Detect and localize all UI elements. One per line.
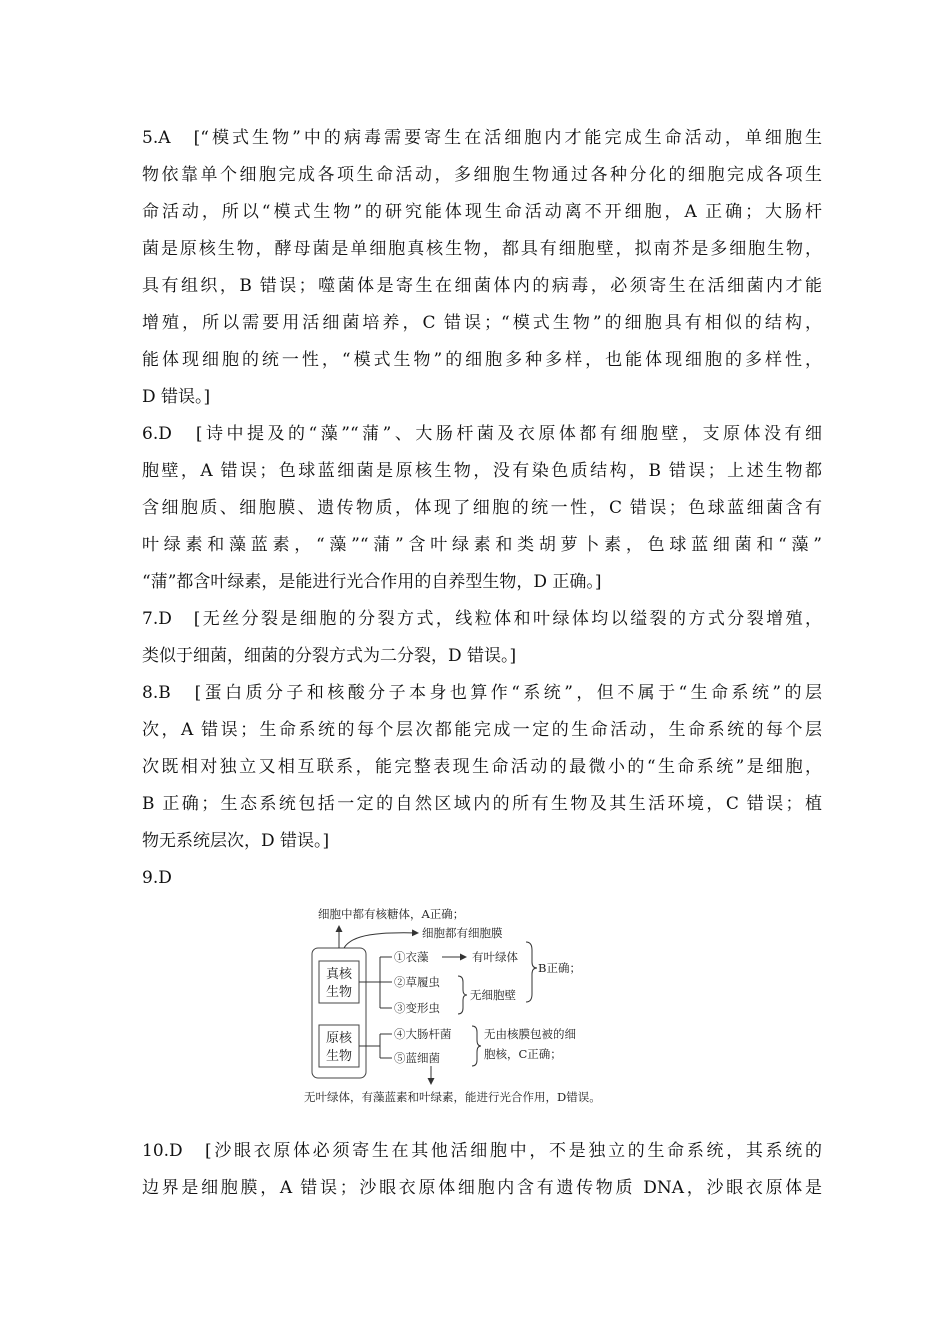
- q5-line-5: 具有组织，B 错误；噬菌体是寄生在细菌体内的病毒，必须寄生在活细菌内才能: [142, 276, 822, 296]
- q5-line-3: 命活动，所以“模式生物”的研究能体现生命活动离不开细胞，A 正确；大肠杆: [142, 202, 822, 222]
- brace-no-wall: [458, 976, 467, 1014]
- q7-line-1: 7.D [无丝分裂是细胞的分裂方式，线粒体和叶绿体均以缢裂的方式分裂增殖，: [142, 609, 822, 629]
- top-note: 细胞中都有核糖体，A正确；: [318, 907, 465, 921]
- q8-line-3: 次既相对独立又相互联系，能完整表现生命活动的最微小的“生命系统”是细胞，: [142, 757, 822, 777]
- q10-line-2: 边界是细胞膜，A 错误；沙眼衣原体细胞内含有遗传物质 DNA，沙眼衣原体是: [142, 1178, 822, 1198]
- item-5: ⑤蓝细菌: [394, 1051, 440, 1065]
- q8-line-4: B 正确；生态系统包括一定的自然区域内的所有生物及其生活环境，C 错误；植: [142, 794, 822, 814]
- nucleus-note-1: 无由核膜包被的细: [484, 1027, 576, 1041]
- q6-line-1: 6.D [诗中提及的“藻”“蒲”、大肠杆菌及衣原体都有细胞壁，支原体没有细: [142, 424, 822, 444]
- q6-line-4: 叶绿素和藻蓝素，“藻”“蒲”含叶绿素和类胡萝卜素，色球蓝细菌和“藻”: [142, 535, 822, 555]
- q6-line-2: 胞壁，A 错误；色球蓝细菌是原核生物，没有染色质结构，B 错误；上述生物都: [142, 461, 822, 481]
- q8-line-5: 物无系统层次，D 错误。]: [142, 831, 330, 851]
- prokaryote-label-1: 原核: [325, 1031, 353, 1046]
- q5-line-4: 菌是原核生物，酵母菌是单细胞真核生物，都具有细胞壁，拟南芥是多细胞生物，: [142, 239, 822, 259]
- q6-line-3: 含细胞质、细胞膜、遗传物质，体现了细胞的统一性，C 错误；色球蓝细菌含有: [142, 498, 822, 518]
- eukaryote-label-2: 生物: [325, 985, 353, 1000]
- q8-line-2: 次，A 错误；生命系统的每个层次都能完成一定的生命活动，生命系统的每个层: [142, 720, 822, 740]
- brace-b: [526, 942, 537, 1002]
- q6-line-5: “蒲”都含叶绿素，是能进行光合作用的自养型生物，D 正确。]: [142, 572, 602, 592]
- item-2: ②草履虫: [394, 975, 440, 989]
- no-wall-note: 无细胞壁: [470, 988, 516, 1002]
- q5-line-1: 5.A [“模式生物”中的病毒需要寄生在活细胞内才能完成生命活动，单细胞生: [142, 128, 822, 148]
- bottom-note: 无叶绿体，有藻蓝素和叶绿素，能进行光合作用，D错误。: [304, 1090, 601, 1104]
- q7-line-2: 类似于细菌，细菌的分裂方式为二分裂，D 错误。]: [142, 646, 517, 666]
- membrane-note: 细胞都有细胞膜: [422, 926, 503, 940]
- q5-line-6: 增殖，所以需要用活细菌培养，C 错误；“模式生物”的细胞具有相似的结构，: [142, 313, 822, 333]
- brace-nucleus: [472, 1026, 481, 1066]
- item-4: ④大肠杆菌: [394, 1027, 452, 1041]
- eukaryote-label-1: 真核: [325, 967, 353, 982]
- chloroplast-note: 有叶绿体: [472, 950, 518, 964]
- nucleus-note-2: 胞核，C正确；: [484, 1047, 562, 1061]
- q10-line-1: 10.D [沙眼衣原体必须寄生在其他活细胞中，不是独立的生命系统，其系统的: [142, 1141, 822, 1161]
- q5-line-8: D 错误。]: [142, 387, 211, 407]
- item-3: ③变形虫: [394, 1001, 440, 1015]
- q5-line-2: 物依靠单个细胞完成各项生命活动，多细胞生物通过各种分化的细胞完成各项生: [142, 165, 822, 185]
- q8-line-1: 8.B [蛋白质分子和核酸分子本身也算作“系统”，但不属于“生命系统”的层: [142, 683, 822, 703]
- q9-line-1: 9.D: [142, 868, 172, 888]
- q5-line-7: 能体现细胞的统一性，“模式生物”的细胞多种多样，也能体现细胞的多样性，: [142, 350, 822, 370]
- b-note: B正确；: [538, 961, 581, 975]
- cell-classification-diagram: [300, 898, 660, 1110]
- arrow-curve: [344, 933, 418, 948]
- prokaryote-label-2: 生物: [325, 1049, 353, 1064]
- item-1: ①衣藻: [394, 950, 429, 964]
